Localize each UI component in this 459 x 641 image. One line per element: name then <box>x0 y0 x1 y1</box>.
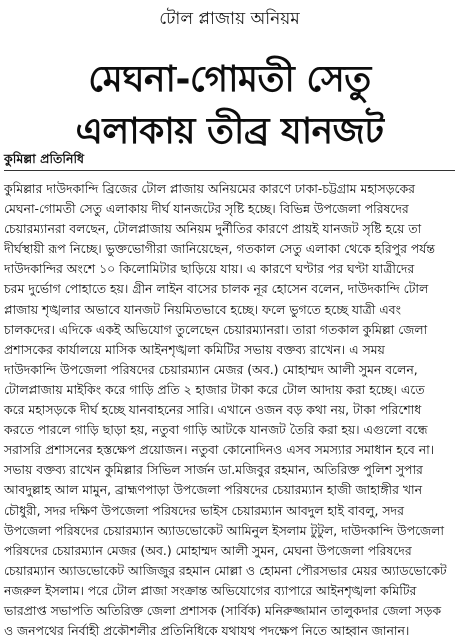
article-body-line: টোলপ্লাজায় মাইকিং করে গাড়ি প্রতি ২ হাজার টাকা করে টোল আদায় করা হচ্ছে। এতে <box>4 381 425 397</box>
byline: কুমিল্লা প্রতিনিধি <box>4 151 85 166</box>
article-kicker: টোল প্লাজায় অনিয়ম <box>159 9 300 29</box>
article-body-line: চালকদের। এদিকে একই অভিযোগ তুলেছেন চেয়ারম্যানরা। তারা গতকাল কুমিল্লা জেলা <box>4 321 428 337</box>
headline-line-1: মেঘনা-গোমতী সেতু <box>88 59 371 100</box>
byline-divider <box>4 170 455 171</box>
article-body-line: দীর্ঘস্থায়ী রূপ নিচ্ছে। ভুক্তভোগীরা জানিয়েছেন, গতকাল সেতু এলাকা থেকে হরিপুর পর্যন্ত <box>4 241 435 257</box>
article-body-line: মেঘনা-গোমতী সেতু এলাকায় দীর্ঘ যানজটের সৃষ্টি হচ্ছে। বিভিন্ন উপজেলা পরিষদের <box>4 201 409 217</box>
article-body-line: চেয়ারম্যান অ্যাডভোকেট আজিজুর রহমান মোল্লা ও হোমনা পৌরসভার মেয়র অ্যাডভোকেট <box>4 562 447 578</box>
article-body-line: দাউদকান্দির অংশে ১০ কিলোমিটার ছাড়িয়ে যায়। এ কারণে ঘণ্টার পর ঘণ্টা যাত্রীদের <box>4 261 415 277</box>
article-body-line: উপজেলা পরিষদের চেয়ারম্যান অ্যাডভোকেট আমিনুল ইসলাম টুটুল, দাউদকান্দি উপজেলা <box>4 522 444 538</box>
article-body-line: চেয়ারম্যানরা বলছেন, টোলপ্লাজায় অনিয়ম দুর্নীতির কারণে প্রায়ই যানজট সৃষ্টি হয়ে তা <box>4 221 422 237</box>
article-body-line: ও জনপথের নির্বাহী প্রকৌশলীর প্রতিনিধিকে যথাযথ পদক্ষেপ নিতে আহ্বান জানান। <box>4 623 410 639</box>
article-body-line: ভারপ্রাপ্ত সভাপতি অতিরিক্ত জেলা প্রশাসক (সার্বিক) মনিরুজ্জামান তালুকদার জেলা সড়ক <box>4 602 442 618</box>
article-body-line: প্রশাসকের কার্যালয়ে মাসিক আইনশৃঙ্খলা কমিটির সভায় বক্তব্য রাখেন। এ সময় <box>4 341 385 357</box>
article-body <box>4 179 455 641</box>
article-body-line: পরিষদের চেয়ারম্যান মেজর (অব.) মোহাম্মদ আলী সুমন, মেঘনা উপজেলা পরিষদের <box>4 542 412 558</box>
article-body-line: করতে পারলে গাড়ি ছাড়া হয়, নতুবা গাড়ি আটকে যানজট তৈরি করা হয়। এগুলো বন্ধে <box>4 422 428 438</box>
article-body-line: প্লাজায় শৃঙ্খলার অভাবে যানজট নিয়মিতভাবে হচ্ছে। ফলে ভুগতে হচ্ছে যাত্রী এবং <box>4 301 401 317</box>
article-body-line: করে মহাসড়কে দীর্ঘ হচ্ছে যানবাহনের সারি। এখানে ওজন বড় কথা নয়, টাকা পরিশোধ <box>4 402 422 418</box>
article-body-line: দাউদকান্দি উপজেলা পরিষদের চেয়ারম্যান মেজর (অব.) মোহাম্মদ আলী সুমন বলেন, <box>4 361 418 377</box>
article-body-line: নজরুল ইসলাম। পরে টোল প্লাজা সংক্রান্ত অভিযোগের ব্যাপারে আইনশৃঙ্খলা কমিটির <box>4 582 417 598</box>
article-body-line: সভায় বক্তব্য রাখেন কুমিল্লার সিভিল সার্জন ডা.মজিবুর রহমান, অতিরিক্ত পুলিশ সুপার <box>4 462 423 478</box>
article-body-line: চৌধুরী, সদর দক্ষিণ উপজেলা পরিষদের ভাইস চেয়ারম্যান আবদুল হাই বাবলু, সদর <box>4 502 404 518</box>
headline-line-2: এলাকায় তীব্র যানজট <box>75 111 384 152</box>
article-body-line: আবদুল্লাহ আল মামুন, ব্রাহ্মণপাড়া উপজেলা পরিষদের চেয়ারম্যান হাজী জাহাঙ্গীর খান <box>4 482 422 498</box>
article-body-line: কুমিল্লার দাউদকান্দি ব্রিজের টোল প্লাজায় অনিয়মের কারণে ঢাকা-চট্টগ্রাম মহাসড়কের <box>4 181 415 196</box>
article-body-line: চরম দুর্ভোগ পোহাতে হয়। গ্রীন লাইন বাসের চালক নূর হোসেন বলেন, দাউদকান্দি টোল <box>4 281 429 297</box>
article-body-line: সরাসরি প্রশাসনের হস্তক্ষেপ প্রয়োজন। নতুবা কোনোদিনও এসব সমস্যার সমাধান হবে না। <box>4 442 435 458</box>
